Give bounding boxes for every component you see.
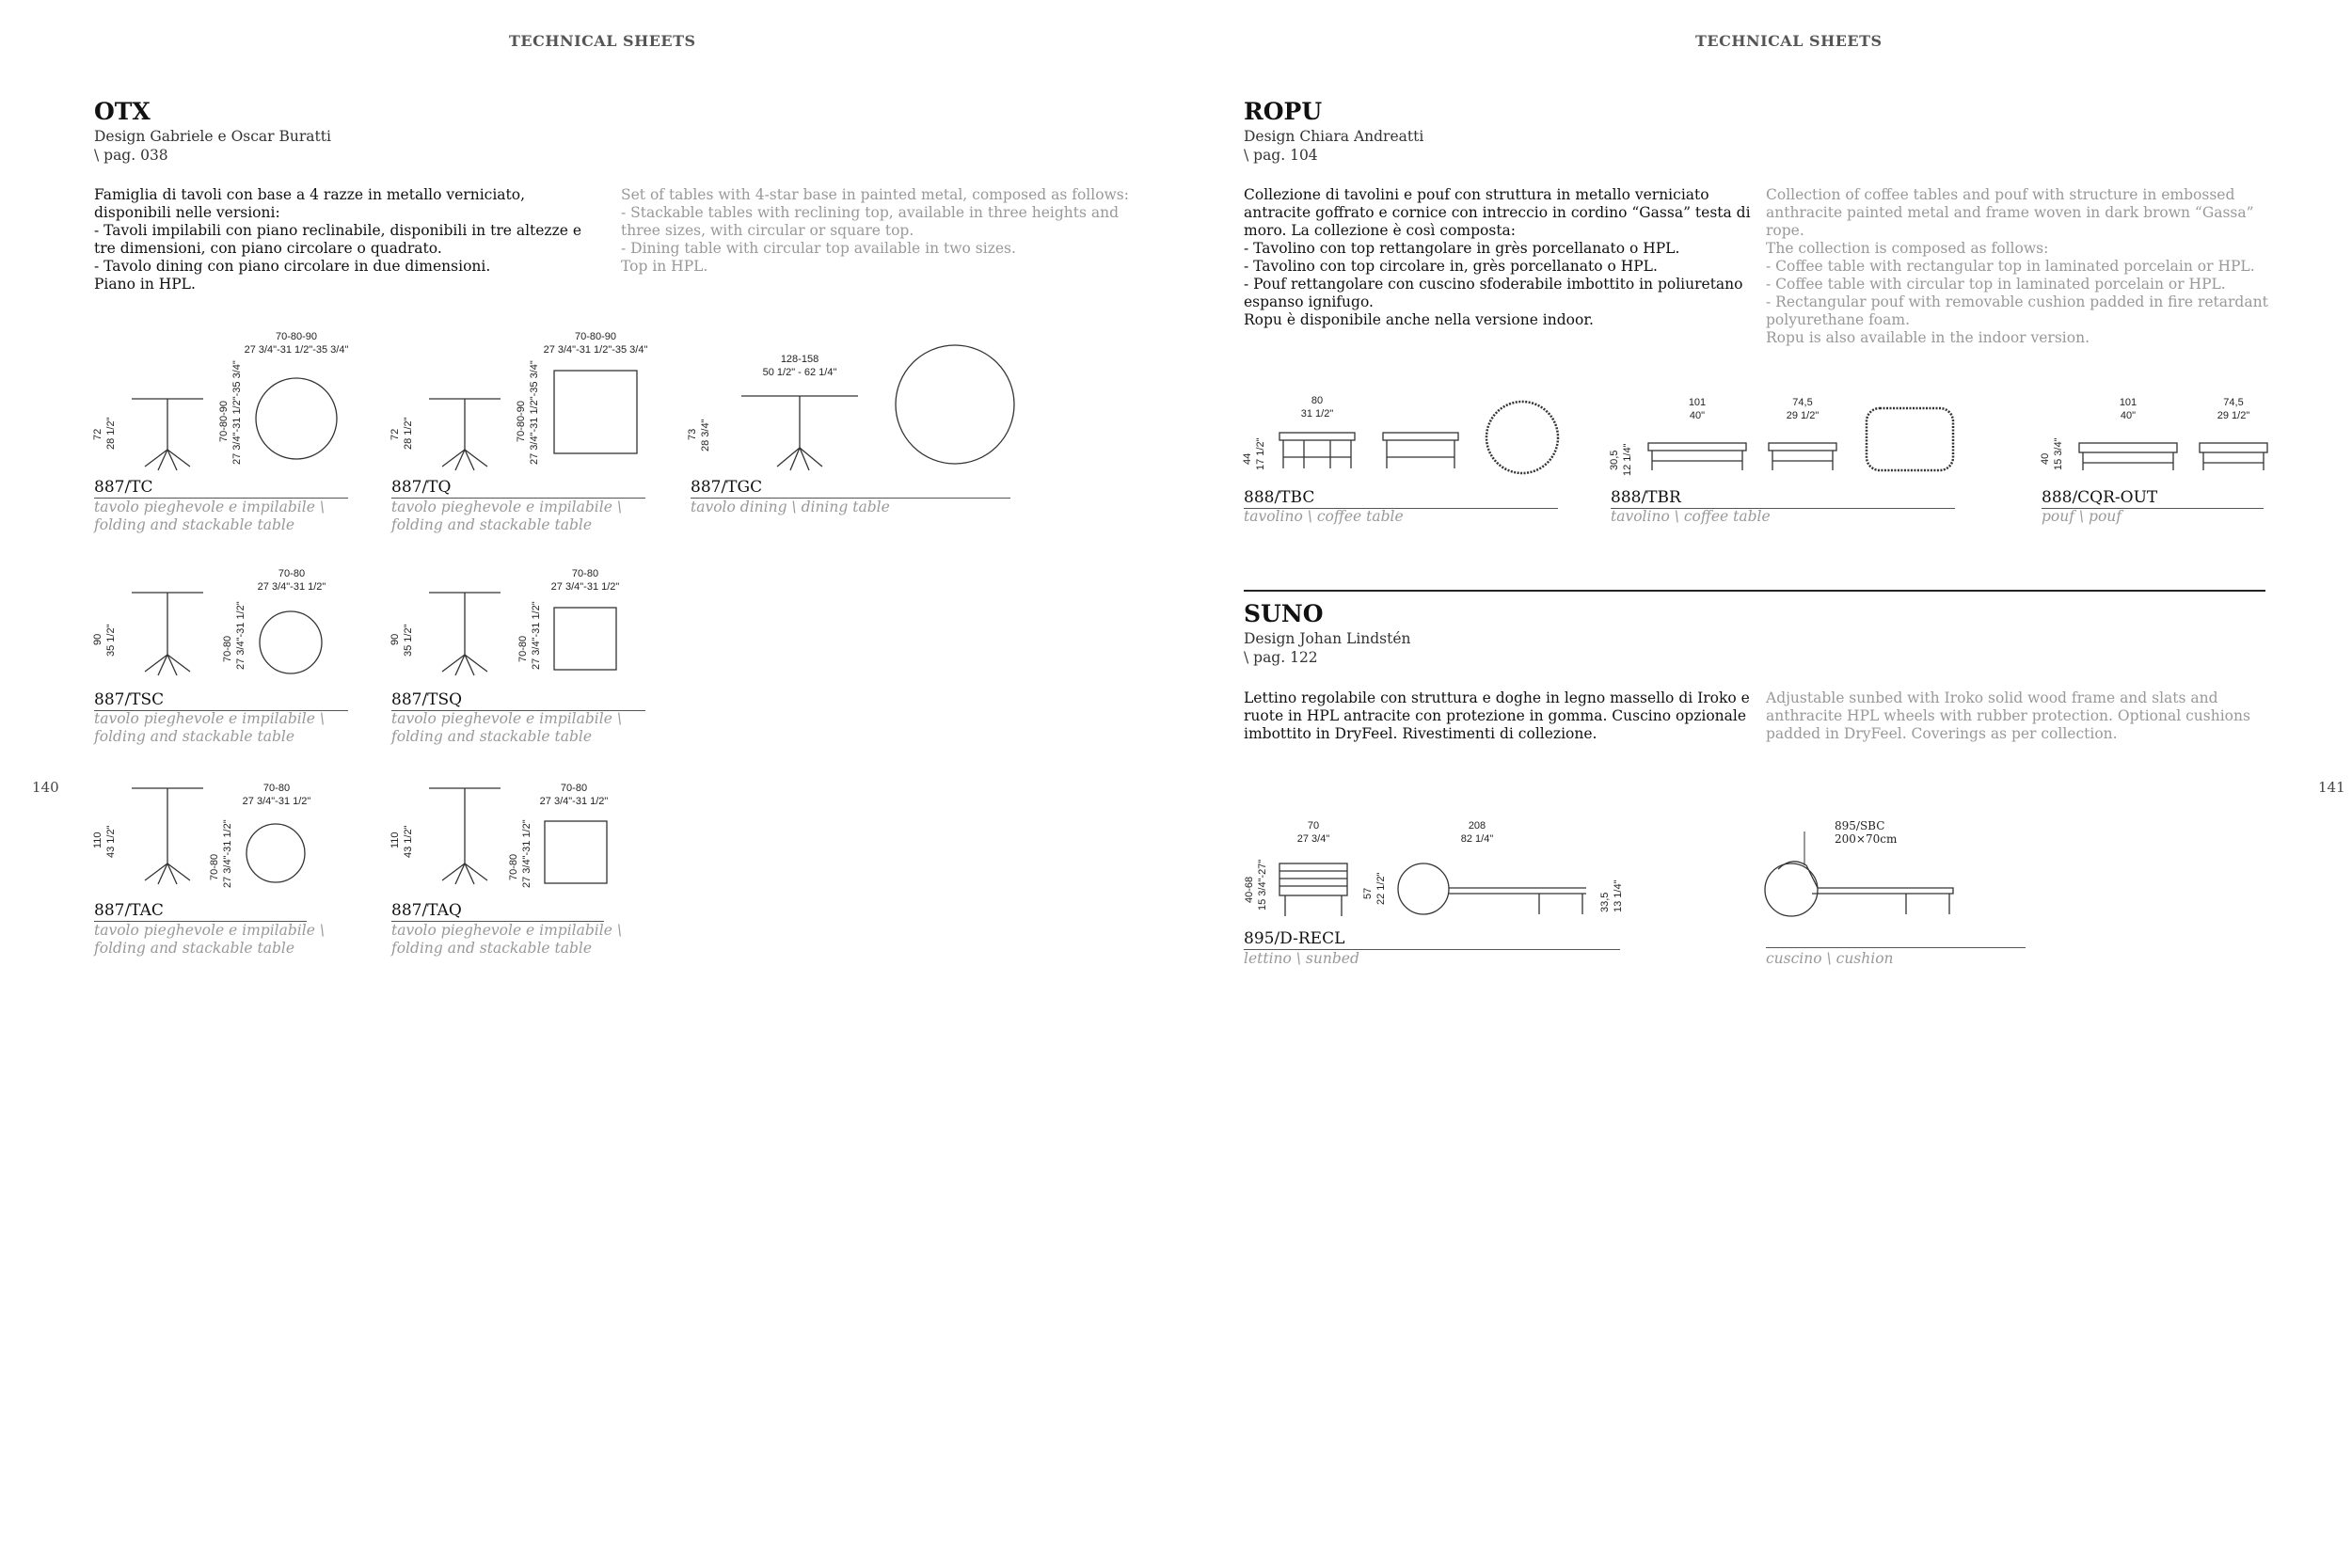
top-view-rectangle	[1865, 406, 1955, 472]
side-dim: 70-80-90	[218, 400, 230, 442]
top-view-circle	[254, 376, 339, 461]
top-dim-in: 27 3/4"-31 1/2"	[242, 796, 311, 807]
depth-dim: 74,5	[1792, 397, 1813, 408]
height-dim: 40-68	[1244, 876, 1255, 903]
height-dim: 40	[2040, 452, 2051, 465]
height-dim: 73	[687, 428, 698, 440]
suno-title: SUNO	[1244, 600, 1324, 627]
product-code: 888/TBC	[1244, 488, 1558, 509]
ropu-title: ROPU	[1244, 98, 1323, 125]
side-view-drawing	[132, 591, 207, 675]
page-number-left: 140	[32, 779, 59, 796]
side-dim: 70-80	[209, 853, 220, 880]
height-dim: 30,5	[1609, 450, 1620, 470]
otx-page-ref: \ pag. 038	[94, 147, 168, 164]
top-dim: 128-158	[780, 354, 819, 365]
product-code: 895/D-RECL	[1244, 929, 1620, 950]
side-view-drawing	[1648, 442, 1746, 470]
suno-designer: Design Johan Lindstén	[1244, 630, 1411, 647]
product-code: 887/TSQ	[391, 690, 645, 711]
side-dim: 70-80	[508, 853, 519, 880]
product-code: 887/TQ	[391, 478, 645, 499]
top-view-circle	[1485, 400, 1560, 475]
side-dim-in: 27 3/4"-31 1/2"-35 3/4"	[529, 360, 540, 465]
top-dim-in: 27 3/4"-31 1/2"-35 3/4"	[543, 344, 648, 356]
depth-dim-in: 29 1/2"	[1786, 410, 1820, 421]
top-view-circle	[245, 822, 307, 884]
top-dim: 70-80	[571, 568, 599, 579]
top-dim: 70-80	[560, 783, 588, 794]
side-view-drawing	[132, 395, 207, 470]
height-dim: 72	[92, 428, 103, 440]
height-dim-in: 35 1/2"	[403, 624, 414, 657]
otx-designer: Design Gabriele e Oscar Buratti	[94, 128, 331, 145]
low-dim-in: 13 1/4"	[1613, 879, 1624, 912]
side-dim-in: 27 3/4"-31 1/2"	[235, 601, 246, 670]
side-dim-in: 27 3/4"-31 1/2"	[531, 601, 542, 670]
product-caption: tavolo pieghevole e impilabile \ folding and stackable table	[391, 922, 623, 957]
seat-dim-in: 22 1/2"	[1375, 872, 1387, 905]
height-dim: 72	[389, 428, 401, 440]
seat-dim: 57	[1362, 887, 1374, 899]
side-view-drawing	[741, 393, 858, 470]
otx-description-en: Set of tables with 4-star base in painted metal, composed as follows: - Stackable tables with reclining top, available in three heights and three sizes, with circular or square top. - Dining table with circular top available in two sizes. Top in HPL.	[621, 186, 1129, 275]
product-caption: pouf \ pouf	[2042, 508, 2122, 525]
ropu-description-en: Collection of coffee tables and pouf with structure in embossed anthracite painted metal and frame woven in dark brown “Gassa” rope. The collection is composed as follows: - Coffee table with rectangular top in laminated porcelain or HPL. - Coffee table with circular top in laminated porcelain or HPL. - Rectangular pouf with removable cushion padded in fire retardant polyurethane foam. Ropu is also available in the indoor version.	[1766, 186, 2268, 346]
otx-title: OTX	[94, 98, 151, 125]
section-divider	[1244, 590, 2265, 592]
product-caption: tavolino \ coffee table	[1611, 508, 1771, 525]
top-dim: 70-80-90	[275, 331, 318, 342]
width-dim: 70	[1307, 820, 1320, 832]
ropu-designer: Design Chiara Andreatti	[1244, 128, 1424, 145]
top-dim-in: 27 3/4"-31 1/2"	[257, 581, 326, 593]
height-dim-in: 35 1/2"	[105, 624, 117, 657]
side-view-drawing	[429, 395, 504, 470]
length-dim-in: 82 1/4"	[1460, 833, 1494, 845]
product-code: 887/TC	[94, 478, 348, 499]
product-code: 887/TAQ	[391, 901, 604, 922]
length-dim: 208	[1468, 820, 1486, 832]
ropu-description-it: Collezione di tavolini e pouf con struttura in metallo verniciato antracite goffrato e cornice con intreccio in cordino “Gassa” testa di moro. La collezione è così composta: - Tavolino con top rettangolare in grès porcellanato o HPL. - Tavolino con top circolare in, grès porcellanato o HPL. - Pouf rettangolare con cuscino sfoderabile imbottito in poliuretano espanso ignifugo. Ropu è disponibile anche nella versione indoor.	[1244, 186, 1751, 328]
front-view-drawing	[1383, 431, 1458, 468]
product-caption: lettino \ sunbed	[1244, 950, 1359, 967]
top-view-circle	[258, 610, 324, 675]
height-dim: 90	[92, 633, 103, 645]
height-dim: 44	[1242, 452, 1253, 465]
side-dim-in: 27 3/4"-31 1/2"-35 3/4"	[231, 360, 243, 465]
height-dim-in: 28 1/2"	[105, 417, 117, 450]
height-dim: 90	[389, 633, 401, 645]
low-dim: 33,5	[1599, 892, 1611, 912]
product-caption: tavolo pieghevole e impilabile \ folding and stackable table	[391, 499, 623, 533]
top-dim-in: 27 3/4"-31 1/2"-35 3/4"	[244, 344, 349, 356]
height-dim-in: 28 1/2"	[403, 417, 414, 450]
front-view-drawing	[2200, 442, 2267, 470]
height-dim-in: 43 1/2"	[403, 825, 414, 858]
page-number-right: 141	[2318, 779, 2345, 796]
cushion-code: 895/SBC	[1835, 819, 1885, 832]
otx-description-it: Famiglia di tavoli con base a 4 razze in metallo verniciato, disponibili nelle versioni: - Tavoli impilabili con piano reclinabile, disponibili in tre altezze e tre dimensioni, con piano circolare o quadrato. - Tavolo dining con piano circolare in due dimensioni. Piano in HPL.	[94, 186, 582, 293]
product-caption: tavolo pieghevole e impilabile \ folding and stackable table	[94, 922, 326, 957]
suno-page-ref: \ pag. 122	[1244, 649, 1318, 666]
top-view-square	[553, 370, 638, 454]
height-dim-in: 15 3/4"	[2053, 437, 2064, 470]
side-view-drawing	[1279, 431, 1355, 468]
width-dim-in: 40"	[2120, 410, 2137, 421]
height-dim-in: 12 1/4"	[1622, 443, 1633, 476]
cushion-rule	[1766, 946, 2026, 948]
product-caption: tavolo pieghevole e impilabile \ folding and stackable table	[391, 710, 623, 745]
suno-description-en: Adjustable sunbed with Iroko solid wood frame and slats and anthracite HPL wheels with rubber protection. Optional cushions padded in DryFeel. Coverings as per collection.	[1766, 689, 2250, 742]
ropu-page-ref: \ pag. 104	[1244, 147, 1318, 164]
product-code: 887/TGC	[691, 478, 1010, 499]
height-dim-in: 43 1/2"	[105, 825, 117, 858]
side-dim-in: 27 3/4"-31 1/2"	[521, 819, 532, 888]
height-dim: 110	[92, 832, 103, 848]
product-caption: tavolino \ coffee table	[1244, 508, 1404, 525]
height-dim-in: 15 3/4"-27"	[1257, 859, 1268, 911]
product-code: 887/TSC	[94, 690, 348, 711]
depth-dim-in: 29 1/2"	[2217, 410, 2250, 421]
side-view-drawing	[429, 786, 504, 884]
cushion-size: 200×70cm	[1835, 832, 1898, 846]
top-view-square	[544, 820, 608, 884]
top-dim: 70-80	[262, 783, 291, 794]
top-view-square	[553, 607, 617, 671]
side-view-drawing	[1398, 847, 1586, 918]
width-dim-in: 31 1/2"	[1300, 408, 1334, 420]
product-caption: cuscino \ cushion	[1766, 950, 1894, 967]
product-caption: tavolo pieghevole e impilabile \ folding and stackable table	[94, 710, 326, 745]
top-dim: 70-80	[278, 568, 306, 579]
width-dim: 101	[2119, 397, 2137, 408]
side-view-drawing	[2079, 442, 2177, 470]
side-view-drawing	[429, 591, 504, 675]
running-header-right: TECHNICAL SHEETS	[1695, 32, 1883, 50]
height-dim: 110	[389, 832, 401, 848]
side-dim-in: 27 3/4"-31 1/2"	[222, 819, 233, 888]
top-view-circle	[894, 343, 1016, 466]
top-dim: 70-80-90	[574, 331, 617, 342]
depth-dim: 74,5	[2223, 397, 2244, 408]
product-code: 887/TAC	[94, 901, 307, 922]
width-dim: 101	[1688, 397, 1707, 408]
top-dim-in: 27 3/4"-31 1/2"	[539, 796, 609, 807]
product-caption: tavolo pieghevole e impilabile \ folding and stackable table	[94, 499, 326, 533]
side-dim: 70-80	[517, 635, 529, 662]
product-code: 888/TBR	[1611, 488, 1955, 509]
top-dim-in: 27 3/4"-31 1/2"	[550, 581, 620, 593]
width-dim: 80	[1311, 395, 1324, 406]
product-code: 888/CQR-OUT	[2042, 488, 2264, 509]
suno-description-it: Lettino regolabile con struttura e doghe in legno massello di Iroko e ruote in HPL antracite con protezione in gomma. Cuscino opzionale imbottito in DryFeel. Rivestimenti di collezione.	[1244, 689, 1750, 742]
side-dim: 70-80-90	[516, 400, 527, 442]
height-dim-in: 28 3/4"	[700, 419, 711, 451]
side-view-drawing	[132, 786, 207, 884]
top-dim-in: 50 1/2" - 62 1/4"	[762, 367, 837, 378]
front-view-drawing	[1279, 863, 1347, 916]
front-view-drawing	[1769, 442, 1836, 470]
product-caption: tavolo dining \ dining table	[691, 499, 890, 515]
running-header-left: TECHNICAL SHEETS	[509, 32, 696, 50]
width-dim-in: 40"	[1689, 410, 1706, 421]
width-dim-in: 27 3/4"	[1296, 833, 1330, 845]
height-dim-in: 17 1/2"	[1255, 437, 1266, 470]
side-dim: 70-80	[222, 635, 233, 662]
